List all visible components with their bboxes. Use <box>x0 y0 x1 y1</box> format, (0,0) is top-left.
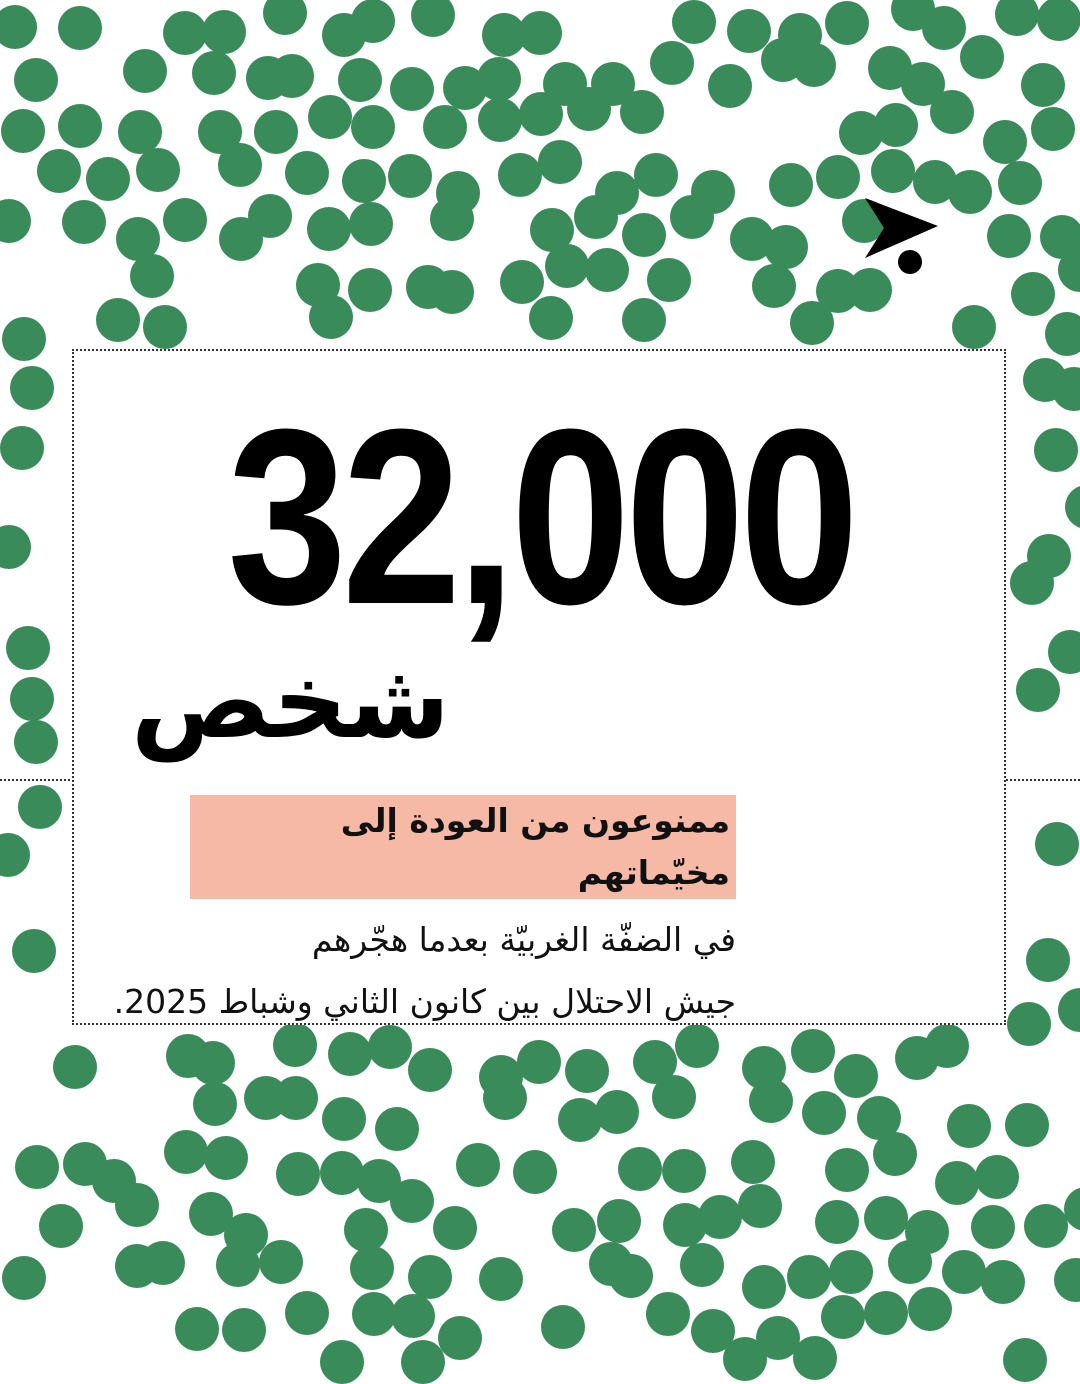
decor-dot <box>338 58 382 102</box>
headline-unit: شخص <box>130 640 450 762</box>
decor-dot <box>647 258 691 302</box>
decor-dot <box>646 1292 690 1336</box>
decor-dot <box>513 1150 557 1194</box>
decor-dot <box>650 41 694 85</box>
decor-dot <box>430 270 474 314</box>
decor-dot <box>1005 1103 1049 1147</box>
decor-dot <box>352 1292 396 1336</box>
decor-dot <box>285 151 329 195</box>
decor-dot <box>622 298 666 342</box>
decor-dot <box>115 1183 159 1227</box>
decor-dot <box>430 197 474 241</box>
decor-dot <box>423 105 467 149</box>
decor-dot <box>390 1179 434 1223</box>
decor-dot <box>793 1336 837 1380</box>
decor-dot <box>541 1305 585 1349</box>
decor-dot <box>12 929 56 973</box>
decor-dot <box>752 264 796 308</box>
decor-dot <box>53 1045 97 1089</box>
decor-dot <box>274 1076 318 1120</box>
decor-dot <box>998 161 1042 205</box>
decor-dot <box>1048 630 1080 674</box>
decor-dot <box>652 1075 696 1119</box>
decor-dot <box>834 1054 878 1098</box>
decor-dot <box>975 1155 1019 1199</box>
decor-dot <box>351 105 395 149</box>
decor-dot <box>574 195 618 239</box>
decor-dot <box>342 159 386 203</box>
highlighted-caption: ممنوعون من العودة إلى مخيّماتهم <box>190 795 736 899</box>
decor-dot <box>1026 938 1070 982</box>
decor-dot <box>143 305 187 349</box>
decor-dot <box>1052 367 1080 411</box>
decor-dot <box>960 35 1004 79</box>
decor-dot <box>0 833 30 877</box>
decor-dot <box>96 298 140 342</box>
decor-dot <box>519 92 563 136</box>
decor-dot <box>821 1295 865 1339</box>
decor-dot <box>15 1145 59 1189</box>
decor-dot <box>456 1143 500 1187</box>
decor-dot <box>567 87 611 131</box>
decor-dot <box>10 366 54 410</box>
decor-dot <box>609 1254 653 1298</box>
decor-dot <box>276 1152 320 1196</box>
decor-dot <box>1010 561 1054 605</box>
decor-dot <box>680 1243 724 1287</box>
decor-dot <box>787 1255 831 1299</box>
decor-dot <box>309 295 353 339</box>
decor-dot <box>942 1250 986 1294</box>
decor-dot <box>1045 312 1080 356</box>
decor-dot <box>1024 1204 1068 1248</box>
decor-dot <box>0 5 37 49</box>
decor-dot <box>351 0 395 43</box>
decor-dot <box>1065 485 1080 529</box>
decor-dot <box>320 1340 364 1384</box>
decor-dot <box>618 1147 662 1191</box>
decor-dot <box>864 1196 908 1240</box>
decor-dot <box>662 1149 706 1193</box>
decor-dot <box>802 1091 846 1135</box>
decor-dot <box>1003 1338 1047 1382</box>
decor-dot <box>925 1024 969 1068</box>
decor-dot <box>971 1205 1015 1249</box>
decor-dot <box>141 1241 185 1285</box>
decor-dot <box>408 1048 452 1092</box>
decor-dot <box>597 1199 641 1243</box>
decor-dot <box>829 1250 873 1294</box>
decor-dot <box>438 1316 482 1360</box>
decor-dot <box>259 1240 303 1284</box>
decor-dot <box>193 1082 237 1126</box>
decor-dot <box>350 1246 394 1290</box>
decor-dot <box>2 1256 46 1300</box>
decor-dot <box>1011 272 1055 316</box>
decor-dot <box>328 1032 372 1076</box>
decor-dot <box>1016 668 1060 712</box>
decor-dot <box>500 260 544 304</box>
decor-dot <box>622 213 666 257</box>
decor-dot <box>192 51 236 95</box>
decor-dot <box>723 1337 767 1381</box>
decor-dot <box>163 198 207 242</box>
decor-dot <box>218 143 262 187</box>
decor-dot <box>0 525 31 569</box>
decor-dot <box>792 43 836 87</box>
decor-dot <box>545 244 589 288</box>
decor-dot <box>270 54 314 98</box>
decor-dot <box>263 0 307 35</box>
decor-dot <box>825 1 869 45</box>
decor-dot <box>18 785 62 829</box>
decor-dot <box>738 1184 782 1228</box>
decor-dot <box>204 1136 248 1180</box>
decor-dot <box>191 1041 235 1085</box>
decor-dot <box>1021 63 1065 107</box>
decor-dot <box>1037 0 1080 41</box>
decor-dot <box>1 109 45 153</box>
decor-dot <box>708 64 752 108</box>
decor-dot <box>136 148 180 192</box>
decor-dot <box>433 1206 477 1250</box>
decor-dot <box>0 426 44 470</box>
decor-dot <box>815 1200 859 1244</box>
decor-dot <box>479 1257 523 1301</box>
decor-dot <box>285 1291 329 1335</box>
decor-dot <box>175 1307 219 1351</box>
decor-dot <box>37 149 81 193</box>
caption-line-1: في الضفّة الغربيّة بعدما هجّرهم <box>311 920 736 959</box>
decor-dot <box>408 1255 452 1299</box>
decor-dot <box>390 67 434 111</box>
decor-dot <box>764 225 808 269</box>
decor-dot <box>477 57 521 101</box>
caption-line-2: جيش الاحتلال بين كانون الثاني وشباط 2025. <box>113 982 736 1021</box>
decor-dot <box>634 153 678 197</box>
decor-dot <box>375 1107 419 1151</box>
decor-dot <box>595 1090 639 1134</box>
decor-dot <box>670 195 714 239</box>
decor-dot <box>163 11 207 55</box>
decor-dot <box>731 1140 775 1184</box>
decor-dot <box>981 1260 1025 1304</box>
decor-dot <box>874 103 918 147</box>
decor-dot <box>248 194 292 238</box>
decor-dot <box>930 90 974 134</box>
decor-dot <box>922 6 966 50</box>
decor-dot <box>816 155 860 199</box>
decor-dot <box>411 0 455 37</box>
decor-dot <box>388 154 432 198</box>
decor-dot <box>698 1195 742 1239</box>
decor-dot <box>742 1265 786 1309</box>
decor-dot <box>478 98 522 142</box>
decor-dot <box>947 1104 991 1148</box>
decor-dot <box>538 140 582 184</box>
decor-dot <box>483 1076 527 1120</box>
decor-dot <box>873 1132 917 1176</box>
decor-dot <box>130 254 174 298</box>
decor-dot <box>983 120 1027 164</box>
decor-dot <box>552 1208 596 1252</box>
decor-dot <box>791 1029 835 1073</box>
decor-dot <box>307 207 351 251</box>
headline-number: 32,000 <box>227 377 855 656</box>
decor-dot <box>2 317 46 361</box>
decor-dot <box>1034 428 1078 472</box>
decor-dot <box>0 199 31 243</box>
decor-dot <box>58 6 102 50</box>
decor-dot <box>1054 1258 1080 1302</box>
decor-dot <box>254 110 298 154</box>
decor-dot <box>672 0 716 44</box>
decor-dot <box>935 1161 979 1205</box>
decor-dot <box>349 202 393 246</box>
brand-logo-icon <box>862 196 942 276</box>
decor-dot <box>948 170 992 214</box>
decor-dot <box>888 1240 932 1284</box>
decor-dot <box>908 1287 952 1331</box>
divider-right <box>1006 779 1080 781</box>
decor-dot <box>987 214 1031 258</box>
decor-dot <box>864 1291 908 1335</box>
decor-dot <box>401 1340 445 1384</box>
decor-dot <box>123 49 167 93</box>
decor-dot <box>620 90 664 134</box>
decor-dot <box>749 1079 793 1123</box>
decor-dot <box>348 268 392 312</box>
decor-dot <box>565 1049 609 1093</box>
decor-dot <box>1035 822 1079 866</box>
decor-dot <box>62 200 106 244</box>
decor-dot <box>322 1097 366 1141</box>
decor-dot <box>216 1243 260 1287</box>
decor-dot <box>517 1040 561 1084</box>
decor-dot <box>14 58 58 102</box>
decor-dot <box>952 305 996 349</box>
decor-dot <box>585 248 629 292</box>
decor-dot <box>518 11 562 55</box>
decor-dot <box>498 153 542 197</box>
body-text <box>113 795 736 1033</box>
decor-dot <box>391 1294 435 1338</box>
decor-dot <box>222 1308 266 1352</box>
decor-dot <box>769 163 813 207</box>
decor-dot <box>1031 107 1075 151</box>
decor-dot <box>1058 988 1080 1032</box>
decor-dot <box>995 0 1039 36</box>
decor-dot <box>202 10 246 54</box>
decor-dot <box>164 1130 208 1174</box>
divider-left <box>0 779 74 781</box>
decor-dot <box>529 296 573 340</box>
decor-dot <box>86 157 130 201</box>
decor-dot <box>825 1148 869 1192</box>
decor-dot <box>871 149 915 193</box>
decor-dot <box>308 95 352 139</box>
decor-dot <box>790 301 834 345</box>
decor-dot <box>58 104 102 148</box>
decor-dot <box>39 1204 83 1248</box>
decor-dot <box>1007 1002 1051 1046</box>
